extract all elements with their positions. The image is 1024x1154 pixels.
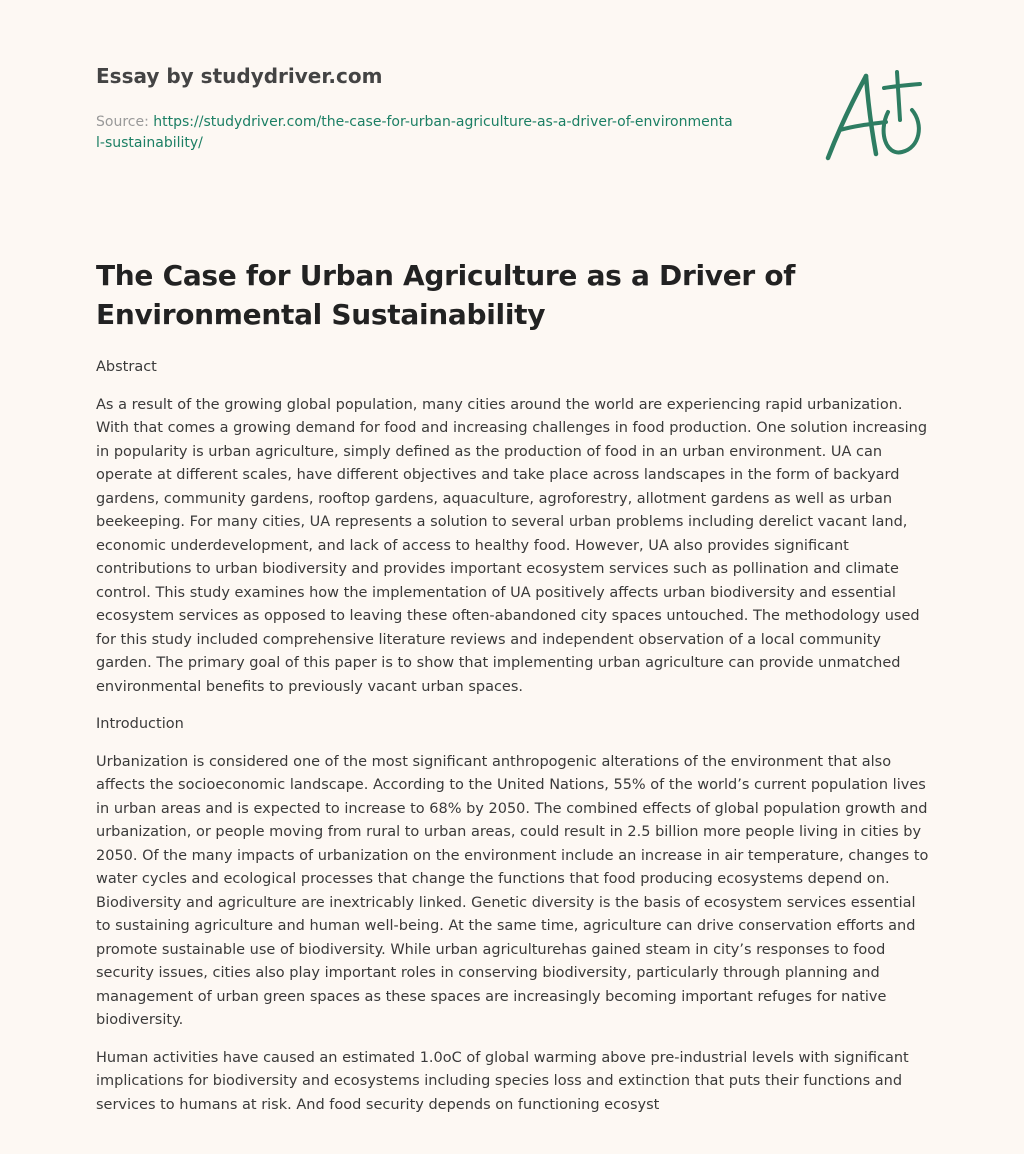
a-plus-logo-icon [820, 66, 930, 166]
site-header-title: Essay by studydriver.com [96, 64, 383, 88]
source-label: Source: [96, 114, 154, 130]
source-link[interactable]: https://studydriver.com/the-case-for-urban-agriculture-as-a-driver-of-environmental-sustainability/ [96, 114, 733, 151]
introduction-heading: Introduction [96, 716, 184, 732]
introduction-paragraph-2: Human activities have caused an estimated 1.0oC of global warming above pre-industrial levels with significant implications for biodiversity and ecosystems including species loss and extinction that puts their functions and services to humans at risk. And food security depends on functioning ecosyst [96, 1049, 909, 1113]
abstract-heading: Abstract [96, 359, 157, 375]
abstract-paragraph: As a result of the growing global population, many cities around the world are experiencing rapid urbanization. With that comes a growing demand for food and increasing challenges in food production. One solution increasing in popularity is urban agriculture, simply defined as the production of food in an urban environment. UA can operate at different scales, have different objectives and take place across landscapes in the form of backyard gardens, community gardens, rooftop gardens, aquaculture, agroforestry, allotment gardens as well as urban beekeeping. For many cities, UA represents a solution to several urban problems including derelict vacant land, economic underdevelopment, and lack of access to healthy food. However, UA also provides significant contributions to urban biodiversity and provides important ecosystem services such as pollination and climate control. This study examines how the implementation of UA positively affects urban biodiversity and essential ecosystem services as opposed to leaving these often-abandoned city spaces untouched. The methodology used for this study included comprehensive literature reviews and independent observation of a local community garden. The primary goal of this paper is to show that implementing urban agriculture can provide unmatched environmental benefits to previously vacant urban spaces. [96, 396, 928, 695]
essay-title: The Case for Urban Agriculture as a Driver of Environmental Sustainability [96, 259, 796, 331]
introduction-paragraph-1: Urbanization is considered one of the most significant anthropogenic alterations of the environment that also affects the socioeconomic landscape. According to the United Nations, 55% of the world’s current population lives in urban areas and is expected to increase to 68% by 2050. The combined effects of global population growth and urbanization, or people moving from rural to urban areas, could result in 2.5 billion more people living in cities by 2050. Of the many impacts of urbanization on the environment include an increase in air temperature, changes to water cycles and ecological processes that change the functions that food producing ecosystems depend on. Biodiversity and agriculture are inextricably linked. Genetic diversity is the basis of ecosystem services essential to sustaining agriculture and human well-being. At the same time, agriculture can drive conservation efforts and promote sustainable use of biodiversity. While urban agriculturehas gained steam in city’s responses to food security issues, cities also play important roles in conserving biodiversity, particularly through planning and management of urban green spaces as these spaces are increasingly becoming important refuges for native biodiversity. [96, 753, 929, 1028]
source-line [96, 112, 736, 154]
essay-body [96, 356, 934, 1131]
